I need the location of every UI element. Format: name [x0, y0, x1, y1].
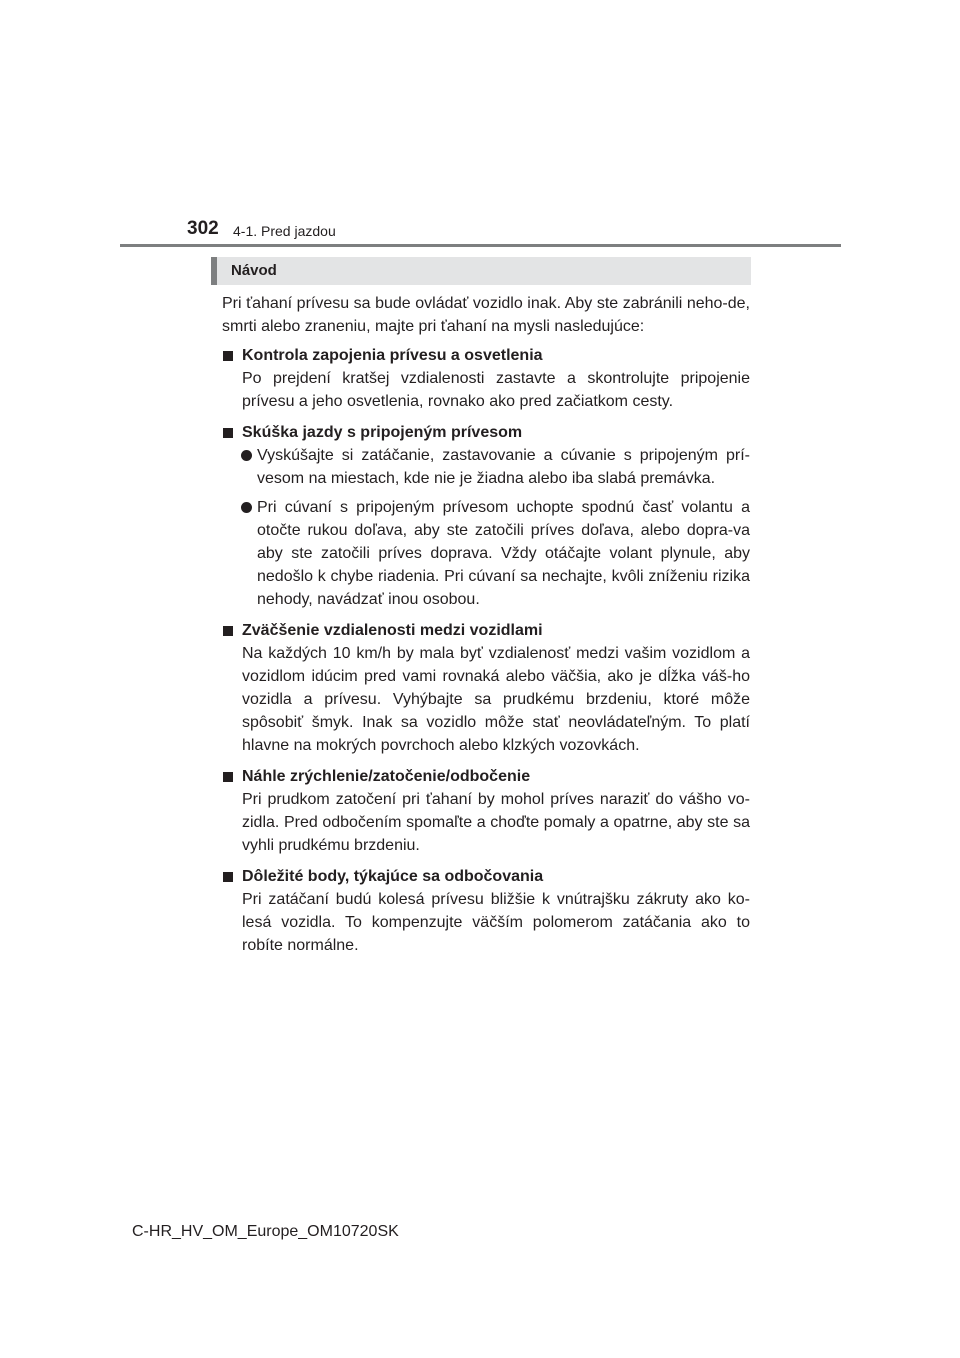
square-bullet-icon — [223, 626, 233, 636]
intro-text: Pri ťahaní prívesu sa bude ovládať vozidlo inak. Aby ste zabránili neho-de, smrti alebo zraneniu, majte pri ťahaní na mysli nasledujúce: — [222, 295, 750, 335]
list-item — [222, 444, 750, 490]
section-title: 4-1. Pred jazdou — [233, 223, 336, 239]
square-bullet-icon — [223, 772, 233, 782]
heading-text: Zväčšenie vzdialenosti medzi vozidlami — [242, 622, 543, 639]
section-text: Pri zatáčaní budú kolesá prívesu bližšie k vnútrajšku zákruty ako ko-lesá vozidla. To kompenzujte väčším polomerom zatáčania ako to robíte normálne. — [242, 891, 750, 954]
caution-header — [211, 257, 751, 285]
section-text: Pri prudkom zatočení pri ťahaní by mohol príves naraziť do vášho vo-zidla. Pred odbočením spomaľte a choďte pomaly a opatrne, aby ste sa vyhli prudkému brzdeniu. — [242, 791, 750, 854]
heading-text: Dôležité body, týkajúce sa odbočovania — [242, 868, 544, 885]
list-item — [222, 496, 750, 611]
caution-content — [222, 292, 750, 965]
section-text: Po prejdení kratšej vzdialenosti zastavte a skontrolujte pripojenie prívesu a jeho osvetlenia, rovnako ako pred začiatkom cesty. — [242, 370, 750, 410]
section-heading — [222, 865, 750, 888]
heading-text: Skúška jazdy s pripojeným prívesom — [242, 424, 523, 441]
section-heading — [222, 421, 750, 444]
heading-text: Náhle zrýchlenie/zatočenie/odbočenie — [242, 768, 531, 785]
section-text: Na každých 10 km/h by mala byť vzdialenosť medzi vašim vozidlom a vozidlom idúcim pred vami rovnaká alebo väčšia, ako je dĺžka váš-ho vozidla a prívesu. Vyhýbajte sa prudkému brzdeniu, ktoré môže spôsobiť šmyk. Inak sa vozidlo môže stať neovládateľným. To platí hlavne na mokrých povrchoch alebo klzkých vozovkách. — [242, 645, 750, 754]
square-bullet-icon — [223, 428, 233, 438]
caution-label: Návod — [231, 262, 277, 279]
section-heading — [222, 619, 750, 642]
header-rule — [120, 244, 841, 247]
section-heading — [222, 344, 750, 367]
section-heading — [222, 765, 750, 788]
list-item-text: Pri cúvaní s pripojeným prívesom uchopte spodnú časť volantu a otočte rukou doľava, aby ste zatočili príves doľava, alebo dopra-va aby ste zatočili príves doprava. Vždy otáčajte volant plynule, aby nedošlo k chybe riadenia. Pri cúvaní sa nechajte, kvôli zníženiu rizika nehody, navádzať inou osobou. — [257, 499, 750, 608]
heading-text: Kontrola zapojenia prívesu a osvetlenia — [242, 347, 543, 364]
square-bullet-icon — [223, 351, 233, 361]
square-bullet-icon — [223, 872, 233, 882]
list-item-text: Vyskúšajte si zatáčanie, zastavovanie a cúvanie s pripojeným prí-vesom na miestach, kde nie je žiadna alebo iba slabá premávka. — [257, 447, 750, 487]
round-bullet-icon — [241, 502, 252, 513]
round-bullet-icon — [241, 450, 252, 461]
bullet-list — [222, 444, 750, 611]
document-code: C-HR_HV_OM_Europe_OM10720SK — [132, 1223, 399, 1240]
page-number: 302 — [187, 218, 219, 239]
